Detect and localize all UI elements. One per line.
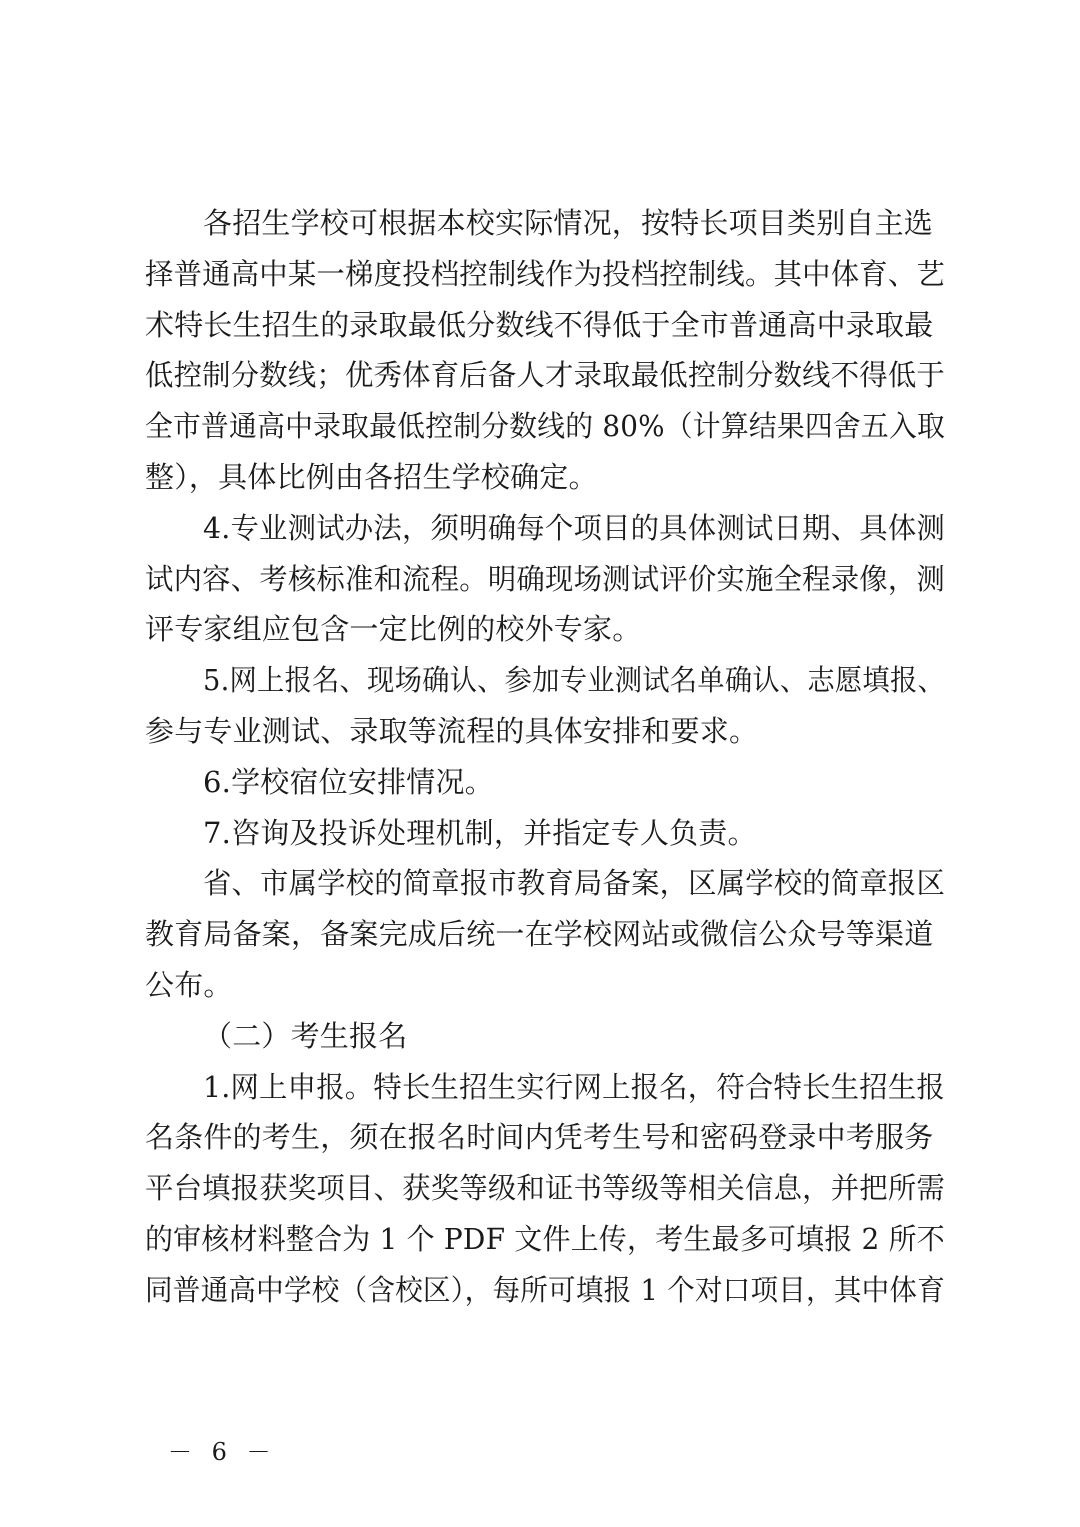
text-line: 4.专业测试办法，须明确每个项目的具体测试日期、具体测 bbox=[203, 510, 945, 545]
document-body bbox=[145, 198, 945, 1316]
text-line: 公布。 bbox=[145, 967, 233, 1002]
text-line: 5.网上报名、现场确认、参加专业测试名单确认、志愿填报、 bbox=[203, 663, 945, 698]
text-line: 1.网上申报。特长生招生实行网上报名，符合特长生招生报 bbox=[203, 1069, 945, 1104]
text-line: 教育局备案，备案完成后统一在学校网站或微信公众号等渠道 bbox=[145, 917, 934, 952]
text-line: 参与专业测试、录取等流程的具体安排和要求。 bbox=[145, 713, 759, 748]
text-line: 试内容、考核标准和流程。明确现场测试评价实施全程录像，测 bbox=[145, 561, 945, 596]
text-line: 全市普通高中录取最低控制分数线的 80%（计算结果四舍五入取 bbox=[145, 409, 945, 444]
text-line: 6.学校宿位安排情况。 bbox=[203, 764, 494, 799]
text-line: 低控制分数线；优秀体育后备人才录取最低控制分数线不得低于 bbox=[145, 358, 945, 393]
text-line: 整），具体比例由各招生学校确定。 bbox=[145, 459, 598, 494]
text-line: 同普通高中学校（含校区），每所可填报 1 个对口项目，其中体育 bbox=[145, 1272, 945, 1307]
text-line: 术特长生招生的录取最低分数线不得低于全市普通高中录取最 bbox=[145, 307, 934, 342]
text-line: 择普通高中某一梯度投档控制线作为投档控制线。其中体育、艺 bbox=[145, 256, 945, 291]
text-line: 平台填报获奖项目、获奖等级和证书等级等相关信息，并把所需 bbox=[145, 1171, 945, 1206]
text-line: 7.咨询及投诉处理机制，并指定专人负责。 bbox=[203, 815, 757, 850]
text-line: 评专家组应包含一定比例的校外专家。 bbox=[145, 612, 642, 647]
text-line: 省、市属学校的简章报市教育局备案，区属学校的简章报区 bbox=[203, 866, 945, 901]
page-number: － 6 － bbox=[168, 1438, 277, 1466]
text-line: （二）考生报名 bbox=[203, 1018, 408, 1053]
text-line: 名条件的考生，须在报名时间内凭考生号和密码登录中考服务 bbox=[145, 1120, 934, 1155]
text-line: 各招生学校可根据本校实际情况，按特长项目类别自主选 bbox=[203, 206, 934, 240]
text-line: 的审核材料整合为 1 个 PDF 文件上传，考生最多可填报 2 所不 bbox=[145, 1221, 945, 1256]
